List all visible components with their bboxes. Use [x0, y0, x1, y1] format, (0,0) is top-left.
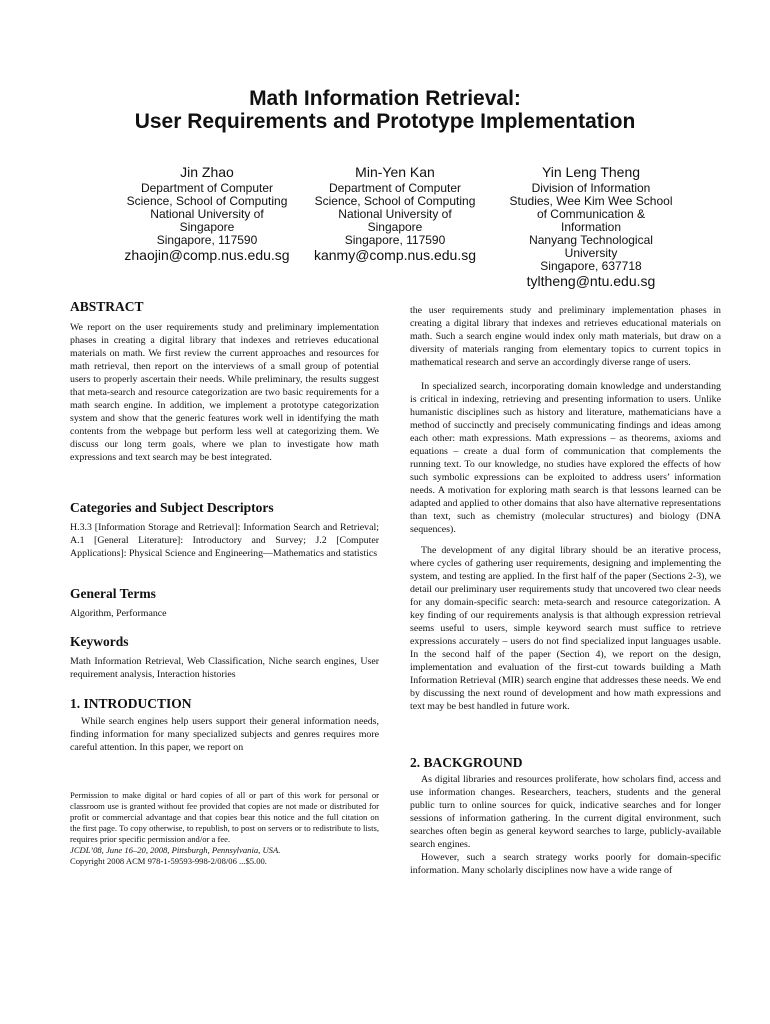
introduction-heading: 1. INTRODUCTION — [70, 696, 192, 711]
categories-text: H.3.3 [Information Storage and Retrieval]: Information Search and Retrieval; A.1 [General Literature]: Introductory and Survey; J.2 [Computer Applications]: Physical Science and Engineering—Mathematics and statistics — [70, 522, 379, 559]
author-name: Min-Yen Kan — [355, 164, 435, 180]
introduction-text-right-3: The development of any digital library should be an iterative process, where cycles of gathering user requirements, designing and implementing the system, and testing are applied. In the first half of the paper (Sections 2-3), we detail our preliminary user requirements study that uncovered two clear needs for any domain-specific search: meta-search and resource categorization. A key finding of our requirements analysis is that although expression retrieval seems useful to users, simple keyword search must suffice to retrieve expressions accurately – users do not find specialized input languages usable. In the second half of the paper (Section 4), we report on the design, implementation and evaluation of the first-cut towards building a Math Information Retrieval (MIR) search engine that addresses these needs. We end by discussing the next round of development and how math expressions and text may be best handled in future work. — [410, 545, 721, 712]
author-name: Yin Leng Theng — [541, 164, 641, 180]
author-name: Jin Zhao — [180, 164, 234, 180]
right-column — [410, 0, 721, 1024]
abstract-heading: ABSTRACT — [70, 299, 144, 314]
categories-heading: Categories and Subject Descriptors — [70, 500, 274, 515]
background-heading: 2. BACKGROUND — [410, 755, 523, 770]
left-column — [70, 0, 379, 1024]
author-email: zhaojin@comp.nus.edu.sg — [124, 247, 290, 263]
author-affiliation: Department of Computer Science, School of Computing National University of Singapore Singapore, 117590 — [314, 181, 476, 247]
general-terms-text: Algorithm, Performance — [70, 608, 167, 619]
introduction-text-right-2: In specialized search, incorporating domain knowledge and understanding is critical in indexing, retrieving and presenting information to users. Unlike humanistic disciplines such as history and literature, mathematicians have a method of succinctly and precisely communicating findings and ideas among each other: math expressions. Math expressions – as theorems, axioms and equations – create a dual form of communication that complements the running text. To our knowledge, no studies have explored the effects of how such symbolic expressions can be exploited to address users’ information needs. A motivation for exploring math search is that lessons learned can be adapted and applied to other domains that also have alternative representations than text, such as chemistry (molecular structures) and biology (DNA sequences). — [410, 381, 721, 535]
permission-block — [70, 790, 379, 867]
author-email: kanmy@comp.nus.edu.sg — [313, 247, 477, 263]
author-affiliation: Department of Computer Science, School of Computing National University of Singapore Singapore, 117590 — [126, 181, 288, 247]
abstract-text: We report on the user requirements study and preliminary implementation phases in creating a digital library that indexes and retrieves educational materials on math. We first review the current approaches and resources for math retrieval, then report on the interviews of a small group of potential users to properly ascertain their needs. While preliminary, the results suggest that meta-search and resource categorization are two basic requirements for a math search engine. In addition, we implement a prototype categorization system and show that the generic features work well in identifying the math contents from the webpage but perform less well at categorizing them. We discuss our long term goals, where we plan to investigate how math expressions and text search may be best integrated. — [70, 322, 379, 463]
keywords-heading: Keywords — [70, 634, 129, 649]
introduction-text-right-1: the user requirements study and preliminary implementation phases in creating a digital library that indexes and retrieves educational materials on math. Such a search engine would index only math materials, but draw on a diversity of materials ranging from elementary topics to current topics in mathematical research and serve an accordingly diverse range of users. — [410, 305, 721, 368]
keywords-text: Math Information Retrieval, Web Classification, Niche search engines, User requirement analysis, Interaction histories — [70, 656, 379, 680]
paper-title-line-1: Math Information Retrieval: — [249, 87, 521, 110]
copyright-text: Copyright 2008 ACM 978-1-59593-998-2/08/06 ...$5.00. — [70, 856, 267, 866]
introduction-text-left: While search engines help users support their general information needs, finding information for many specialized subjects and genres requires more careful attention. In this paper, we report on — [70, 716, 379, 753]
background-text-2: However, such a search strategy works poorly for domain-specific information. Many scholarly disciplines now have a wide range of — [410, 852, 721, 876]
author-email: tyltheng@ntu.edu.sg — [526, 273, 656, 289]
paper-title-line-2: User Requirements and Prototype Implementation — [134, 110, 636, 133]
general-terms-heading: General Terms — [70, 586, 156, 601]
background-text-1: As digital libraries and resources proliferate, how scholars find, access and use information changes. Researchers, teachers, students and the general public turn to online sources for quick, indicative searches and for longer sessions of information gathering. In the current digital environment, such searches often begin as general keyword searches to large, publicly-available search engines. — [410, 774, 721, 850]
venue-text: JCDL’08, June 16–20, 2008, Pittsburgh, Pennsylvania, USA. — [70, 845, 281, 855]
author-affiliation: Division of Information Studies, Wee Kim Wee School of Communication & Information Nanyang Technological University Singapore, 637718 — [509, 181, 673, 273]
permission-text: Permission to make digital or hard copies of all or part of this work for personal or classroom use is granted without fee provided that copies are not made or distributed for profit or commercial advantage and that copies bear this notice and the full citation on the first page. To copy otherwise, to republish, to post on servers or to redistribute to lists, requires prior specific permission and/or a fee. — [70, 790, 379, 844]
